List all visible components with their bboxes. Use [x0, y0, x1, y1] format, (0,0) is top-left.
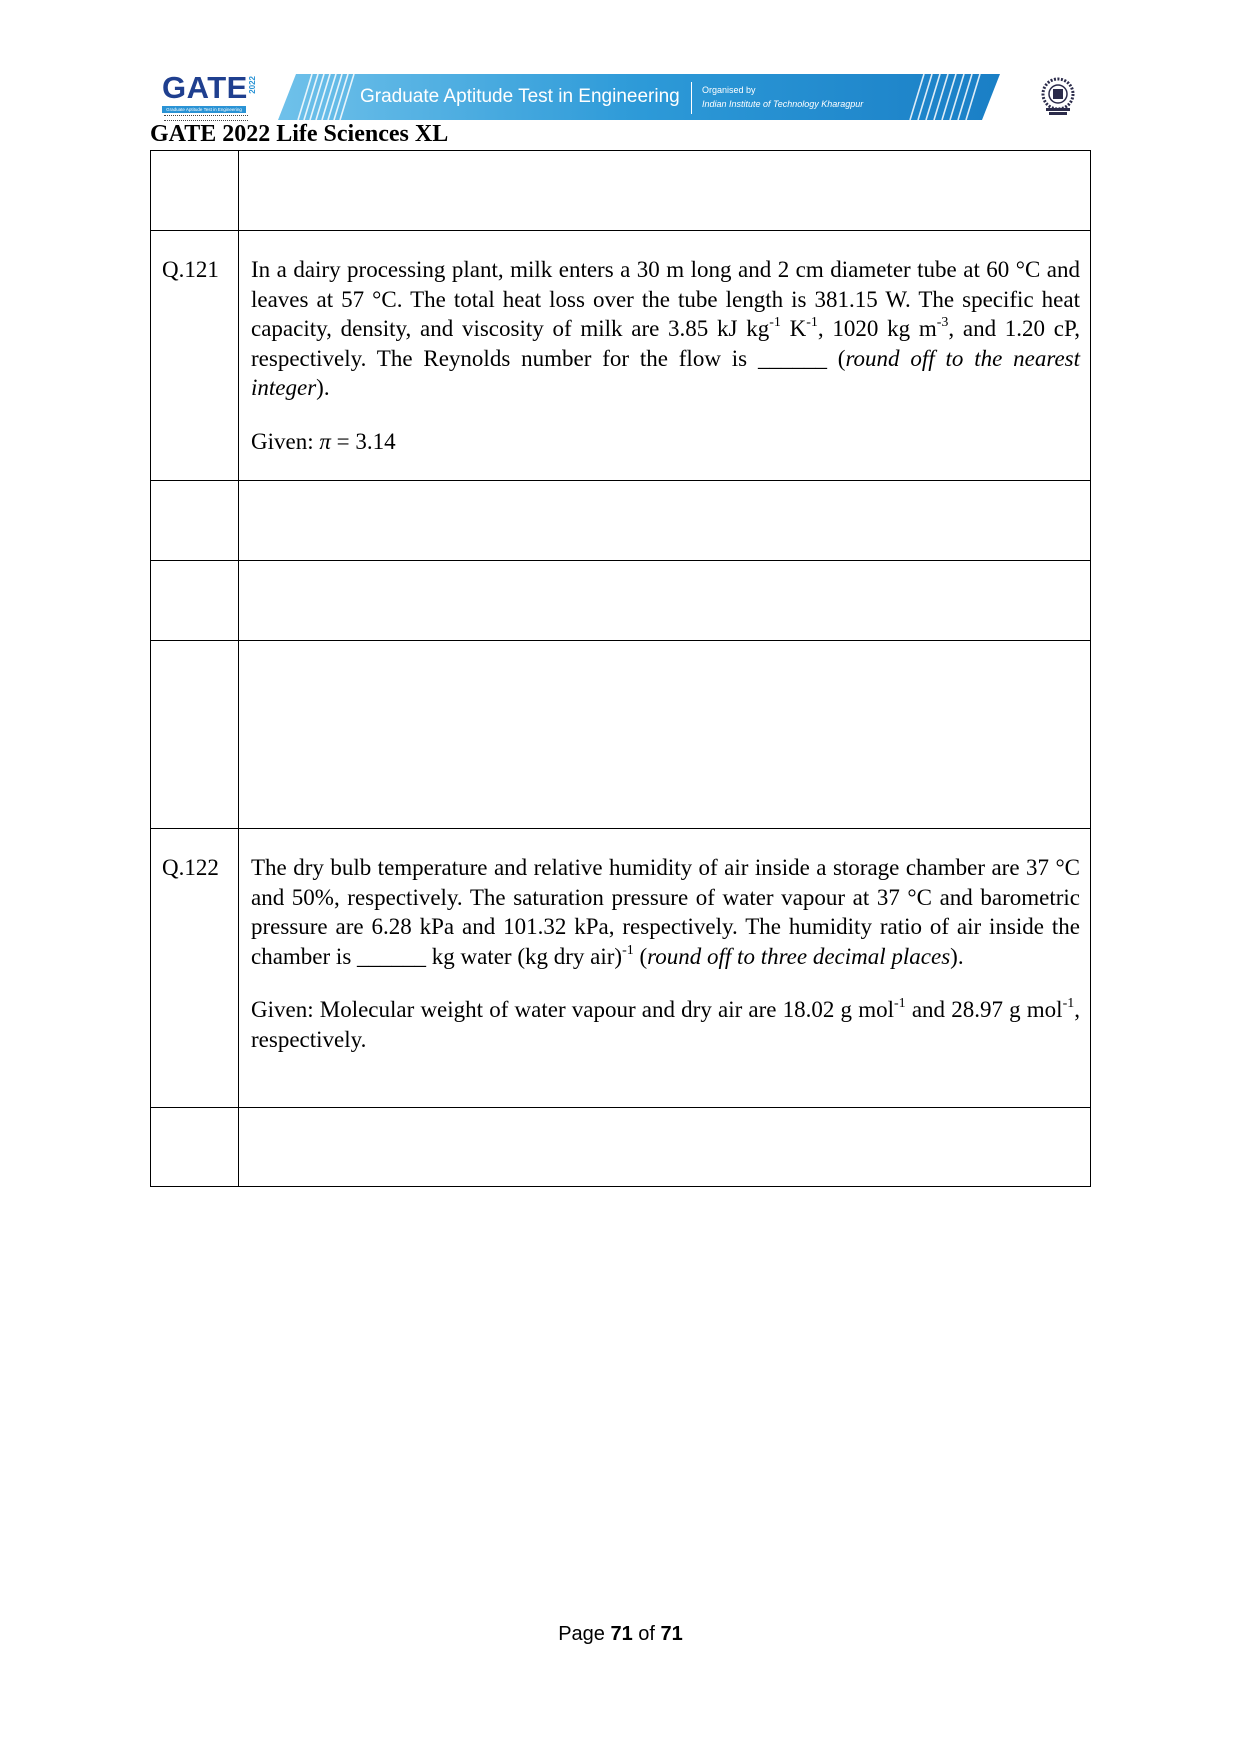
banner-title: Graduate Aptitude Test in Engineering — [360, 86, 680, 107]
question-stem: In a dairy processing plant, milk enters a 30 m long and 2 cm diameter tube at 60 °C and leaves at 57 °C. The total heat loss over the tube length is 381.15 W. The specific heat capacity, density, and viscosity of milk are 3.85 kJ $kg^{-1}$ $K^{-1}$, 1020 kg $m^{-3}$, and 1.20 cP, respectively. The Reynolds number for the flow is ______ (round off to the nearest integer). — [251, 257, 1080, 400]
question-number-cell — [151, 561, 239, 640]
header-banner — [278, 74, 1000, 120]
question-number: Q.121 — [162, 257, 219, 282]
question-given: Given: Molecular weight of water vapour and dry air are 18.02 g mol$^{-1}$ and 28.97 g mol$^{-1}$, respectively. — [251, 996, 1080, 1052]
organiser-name: Indian Institute of Technology Kharagpur — [702, 99, 864, 109]
page-of-label: of — [632, 1623, 661, 1645]
iit-kharagpur-emblem-icon — [1036, 74, 1080, 118]
gate-logo-subtitle: Graduate Aptitude Test in Engineering — [166, 107, 242, 112]
question-text — [251, 853, 1080, 1054]
question-number-cell — [151, 231, 239, 480]
gate-logo-text: GATE — [162, 70, 248, 105]
table-row-q122 — [150, 828, 1091, 1107]
question-table — [150, 150, 1091, 1187]
question-stem: The dry bulb temperature and relative humidity of air inside a storage chamber are 37 °C and 50%, respectively. The saturation pressure of water vapour at 37 °C and barometric pressure are 6.28 kPa and 101.32 kPa, respectively. The humidity ratio of air inside the chamber is ______ kg water (kg dry air)$^{-1}$ (round off to three decimal places). — [251, 855, 1080, 969]
table-row-empty — [150, 480, 1091, 560]
question-number-cell — [151, 481, 239, 560]
page-header — [160, 70, 1080, 124]
question-given: Given: π = 3.14 — [251, 428, 396, 454]
current-page-number: 71 — [610, 1623, 633, 1645]
question-number-cell — [151, 1108, 239, 1186]
document-title: GATE 2022 Life Sciences XL — [150, 121, 449, 147]
total-page-count: 71 — [660, 1623, 683, 1645]
table-row-empty — [150, 640, 1091, 828]
table-row-empty — [150, 1107, 1091, 1187]
question-number: Q.122 — [162, 855, 219, 880]
question-number-cell — [151, 829, 239, 1107]
table-row-q121 — [150, 230, 1091, 480]
gate-logo — [160, 70, 260, 124]
question-text — [251, 255, 1080, 456]
page-footer — [0, 1623, 1241, 1646]
table-row-empty — [150, 560, 1091, 640]
gate-logo-year: 2022 — [248, 76, 257, 94]
banner-divider — [691, 82, 692, 114]
organised-by-label: Organised by — [702, 85, 756, 95]
question-number-cell — [151, 641, 239, 828]
page-label: Page — [558, 1623, 611, 1645]
table-row-empty — [150, 150, 1091, 230]
question-number-cell — [151, 151, 239, 230]
